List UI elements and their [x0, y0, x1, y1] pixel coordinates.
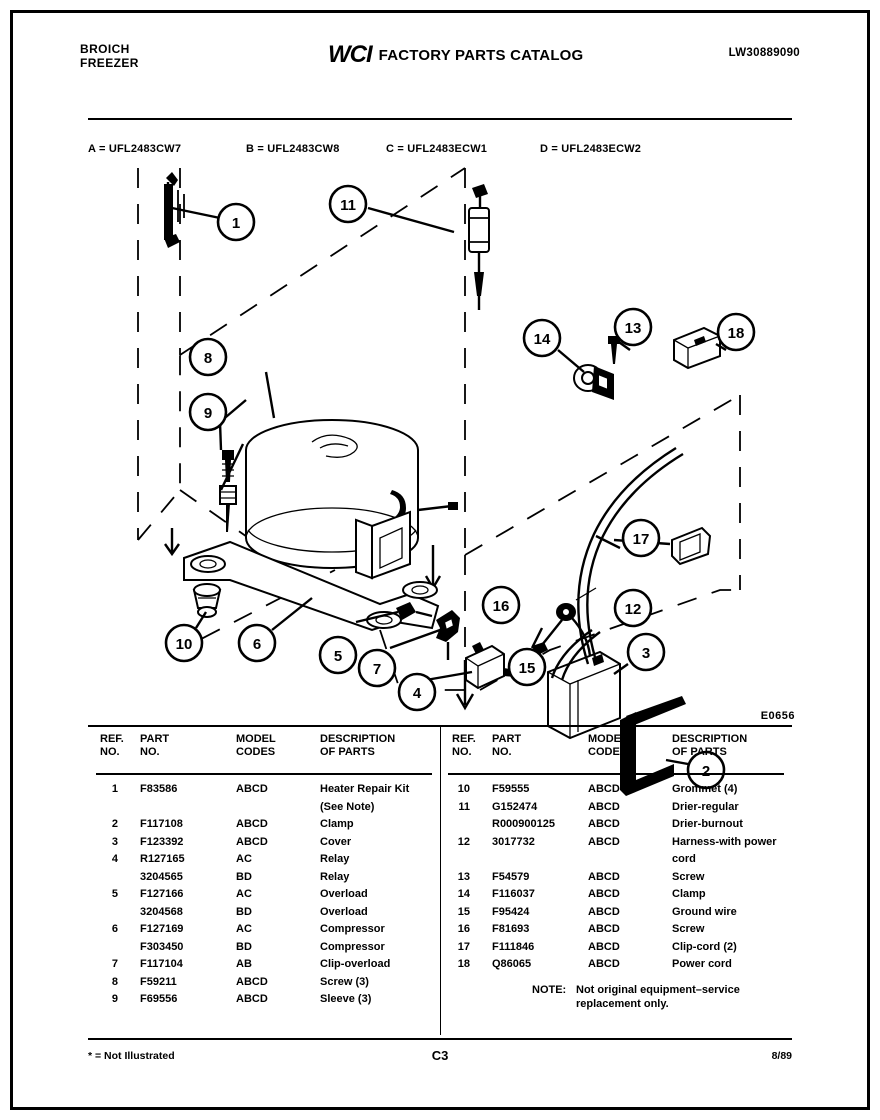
parts-tables	[88, 725, 792, 1035]
svg-text:11: 11	[340, 197, 356, 214]
cell-model: ABCD	[588, 958, 620, 970]
cell-desc: Screw	[672, 870, 705, 883]
cell-desc: Relay	[320, 870, 350, 883]
cell-model: BD	[236, 940, 252, 953]
table-row	[88, 941, 436, 959]
cell-model: BD	[236, 905, 252, 918]
cell-desc: Clamp	[672, 888, 706, 900]
header-description: DESCRIPTION OF PARTS	[320, 733, 396, 758]
table-header-rule-right	[448, 773, 784, 775]
callout-18	[718, 314, 754, 350]
cell-model: ABCD	[588, 905, 620, 918]
callout-3	[628, 634, 664, 670]
table-row	[440, 783, 788, 801]
table-row	[440, 853, 788, 871]
cell-ref: 7	[111, 958, 118, 970]
cell-desc: Compressor	[320, 940, 385, 953]
cell-part: F111846	[492, 940, 535, 953]
svg-text:7: 7	[372, 661, 382, 678]
cell-desc: Screw	[672, 923, 705, 935]
cell-part: F117104	[140, 958, 183, 970]
table-row	[88, 818, 436, 836]
cell-model: AC	[236, 923, 252, 935]
cell-ref: 8	[111, 975, 118, 988]
callout-4	[399, 674, 435, 710]
table-row	[440, 801, 788, 819]
cell-ref: 14	[457, 888, 470, 900]
cell-part: F59211	[140, 975, 177, 988]
figure-code: E0656	[760, 710, 795, 722]
callout-13	[615, 309, 651, 345]
note-line-2: replacement only.	[576, 998, 669, 1010]
cell-ref: 18	[457, 958, 470, 970]
table-body-right	[440, 783, 788, 976]
table-row	[88, 783, 436, 801]
cell-ref: 4	[111, 853, 118, 865]
header-model-codes: MODEL CODES	[588, 733, 628, 758]
cell-desc: Relay	[320, 853, 350, 865]
header-ref-no: REF. NO.	[100, 733, 124, 758]
svg-text:15: 15	[518, 660, 536, 677]
svg-text:13: 13	[624, 320, 642, 337]
svg-text:18: 18	[727, 325, 745, 342]
header-ref-no: REF. NO.	[452, 733, 476, 758]
part-power-cord-plug	[674, 328, 720, 368]
note-line-1: Not original equipment–service	[576, 984, 740, 996]
brand-name: BROICH	[80, 42, 130, 56]
model-code-c: C = UFL2483ECW1	[386, 143, 488, 155]
cell-desc: Drier-burnout	[672, 818, 743, 830]
table-row	[88, 958, 436, 976]
svg-text:9: 9	[203, 405, 213, 422]
cell-part: G152474	[492, 800, 538, 813]
cell-model: AC	[236, 853, 252, 865]
model-code-d: D = UFL2483ECW2	[540, 143, 642, 155]
part-grommet	[194, 584, 220, 617]
cell-ref: 12	[457, 835, 470, 848]
callout-6	[239, 625, 275, 661]
cell-part: R000900125	[492, 818, 556, 830]
svg-text:3: 3	[641, 645, 651, 662]
cell-model: ABCD	[588, 940, 620, 953]
cell-desc: Ground wire	[672, 905, 737, 918]
cell-desc: Clip-cord (2)	[672, 940, 737, 953]
cell-ref: 15	[457, 905, 470, 918]
page-header	[80, 42, 800, 82]
table-row	[88, 976, 436, 994]
not-illustrated-legend: * = Not Illustrated	[88, 1050, 175, 1062]
svg-text:12: 12	[624, 601, 642, 618]
cell-part: F117108	[140, 818, 183, 830]
cell-part: 3017732	[492, 835, 535, 848]
table-row	[88, 801, 436, 819]
cell-ref: 3	[111, 835, 118, 848]
svg-text:8: 8	[203, 350, 213, 367]
table-row	[440, 836, 788, 854]
cell-ref: 13	[457, 870, 470, 883]
table-row	[88, 906, 436, 924]
part-clamp-ring	[574, 365, 614, 400]
cell-desc: (See Note)	[320, 800, 375, 813]
callout-16	[483, 587, 519, 623]
cabinet-outline	[138, 168, 740, 708]
cell-part: F116037	[492, 888, 535, 900]
cell-part: 3204568	[140, 905, 183, 918]
callout-11	[330, 186, 366, 222]
cell-desc: Clip-overload	[320, 958, 391, 970]
cell-desc: Clamp	[320, 818, 354, 830]
table-row	[440, 906, 788, 924]
cell-part: F83586	[140, 783, 178, 795]
svg-text:10: 10	[175, 636, 193, 653]
svg-text:17: 17	[632, 531, 650, 548]
header-part-no: PART NO.	[140, 733, 170, 758]
cell-model: ABCD	[236, 975, 268, 988]
cell-desc: Heater Repair Kit	[320, 783, 410, 795]
svg-text:6: 6	[252, 636, 262, 653]
table-body-left	[88, 783, 436, 1011]
cell-model: ABCD	[588, 800, 620, 813]
table-note	[532, 983, 791, 1011]
part-clip-overload	[436, 610, 460, 660]
cell-part: F81693	[492, 923, 530, 935]
cell-model: ABCD	[236, 993, 268, 1005]
parts-table-right	[440, 725, 792, 1035]
cell-desc: Screw (3)	[320, 975, 369, 988]
cell-model: ABCD	[588, 783, 620, 795]
part-sleeve	[220, 486, 236, 532]
cell-desc: Cover	[320, 835, 352, 848]
cell-part: F303450	[140, 940, 184, 953]
cell-model: ABCD	[588, 870, 620, 883]
footer-divider	[88, 1038, 792, 1040]
callout-8	[190, 339, 226, 375]
table-row	[88, 871, 436, 889]
cell-desc: Drier-regular	[672, 800, 739, 813]
table-header-rule-left	[96, 773, 432, 775]
cell-ref: 1	[111, 783, 118, 795]
callout-17	[623, 520, 659, 556]
cell-desc: Power cord	[672, 958, 732, 970]
cell-desc: cord	[672, 853, 696, 865]
page-number: C3	[431, 1048, 449, 1063]
cell-part: R127165	[140, 853, 185, 865]
wci-logo: WCI	[328, 41, 372, 68]
header-part-no: PART NO.	[492, 733, 522, 758]
part-compressor	[246, 420, 458, 578]
header-model-codes: MODEL CODES	[236, 733, 276, 758]
cell-ref: 11	[458, 800, 470, 813]
cell-model: ABCD	[236, 835, 268, 848]
table-header-right	[440, 733, 780, 769]
header-description: DESCRIPTION OF PARTS	[672, 733, 748, 758]
table-header-left	[88, 733, 428, 769]
table-row	[440, 871, 788, 889]
part-clip-cord	[672, 528, 710, 564]
callout-15	[509, 649, 545, 685]
callout-7	[359, 650, 395, 686]
catalog-title: FACTORY PARTS CATALOG	[378, 46, 584, 64]
cell-desc: Overload	[320, 888, 368, 900]
cell-ref: 17	[457, 940, 470, 953]
brand-block	[80, 42, 139, 70]
cell-part: F127169	[140, 923, 184, 935]
cell-desc: Harness-with power	[672, 835, 777, 848]
table-row	[440, 941, 788, 959]
table-row	[440, 923, 788, 941]
cell-model: BD	[236, 870, 252, 883]
cell-part: F69556	[140, 993, 178, 1005]
part-drier	[469, 184, 489, 310]
svg-text:1: 1	[231, 215, 241, 232]
cell-model: ABCD	[588, 888, 620, 900]
model-code-b: B = UFL2483CW8	[246, 143, 340, 155]
table-row	[88, 923, 436, 941]
cell-ref: 9	[111, 993, 118, 1005]
revision-date: 8/89	[771, 1050, 792, 1062]
callout-9	[190, 394, 226, 430]
svg-text:4: 4	[412, 685, 422, 702]
cell-part: F123392	[140, 835, 184, 848]
cell-part: 3204565	[140, 870, 183, 883]
note-label: NOTE:	[532, 984, 567, 996]
product-category: FREEZER	[80, 56, 139, 70]
table-row	[440, 818, 788, 836]
svg-text:5: 5	[333, 648, 343, 665]
cell-part: F54579	[492, 870, 530, 883]
cell-model: AC	[236, 888, 252, 900]
table-row	[440, 958, 788, 976]
cell-ref: 6	[111, 923, 118, 935]
cell-part: F95424	[492, 905, 530, 918]
header-divider	[88, 118, 792, 120]
cell-ref: 16	[457, 923, 470, 935]
cell-part: Q86065	[492, 958, 532, 970]
table-row	[88, 853, 436, 871]
cell-model: ABCD	[588, 923, 620, 935]
callout-12	[615, 590, 651, 626]
callout-1	[218, 204, 254, 240]
cell-desc: Grommet (4)	[672, 783, 738, 795]
page-footer	[88, 1050, 792, 1074]
table-row	[440, 888, 788, 906]
cell-ref: 5	[111, 888, 118, 900]
cell-model: ABCD	[236, 783, 268, 795]
cell-model: AB	[236, 958, 252, 970]
cell-model: ABCD	[588, 835, 620, 848]
svg-text:14: 14	[533, 331, 551, 348]
cell-part: F59555	[492, 783, 530, 795]
table-row	[88, 993, 436, 1011]
part-ground-wire	[556, 588, 596, 656]
cell-desc: Overload	[320, 905, 368, 918]
cell-model: ABCD	[588, 818, 620, 830]
table-row	[88, 888, 436, 906]
svg-text:2: 2	[701, 763, 711, 780]
cell-ref: 10	[457, 783, 470, 795]
catalog-title-block	[328, 43, 583, 67]
cell-ref: 2	[111, 818, 118, 830]
catalog-number: LW30889090	[728, 47, 800, 59]
svg-text:16: 16	[492, 598, 510, 615]
cell-part: F127166	[140, 888, 184, 900]
table-row	[88, 836, 436, 854]
cell-model: ABCD	[236, 818, 268, 830]
parts-table-left	[88, 725, 440, 1035]
callout-10	[166, 625, 202, 661]
callout-14	[524, 320, 560, 356]
cell-desc: Compressor	[320, 923, 385, 935]
cell-desc: Sleeve (3)	[320, 993, 372, 1005]
callout-5	[320, 637, 356, 673]
model-code-a: A = UFL2483CW7	[88, 143, 182, 155]
